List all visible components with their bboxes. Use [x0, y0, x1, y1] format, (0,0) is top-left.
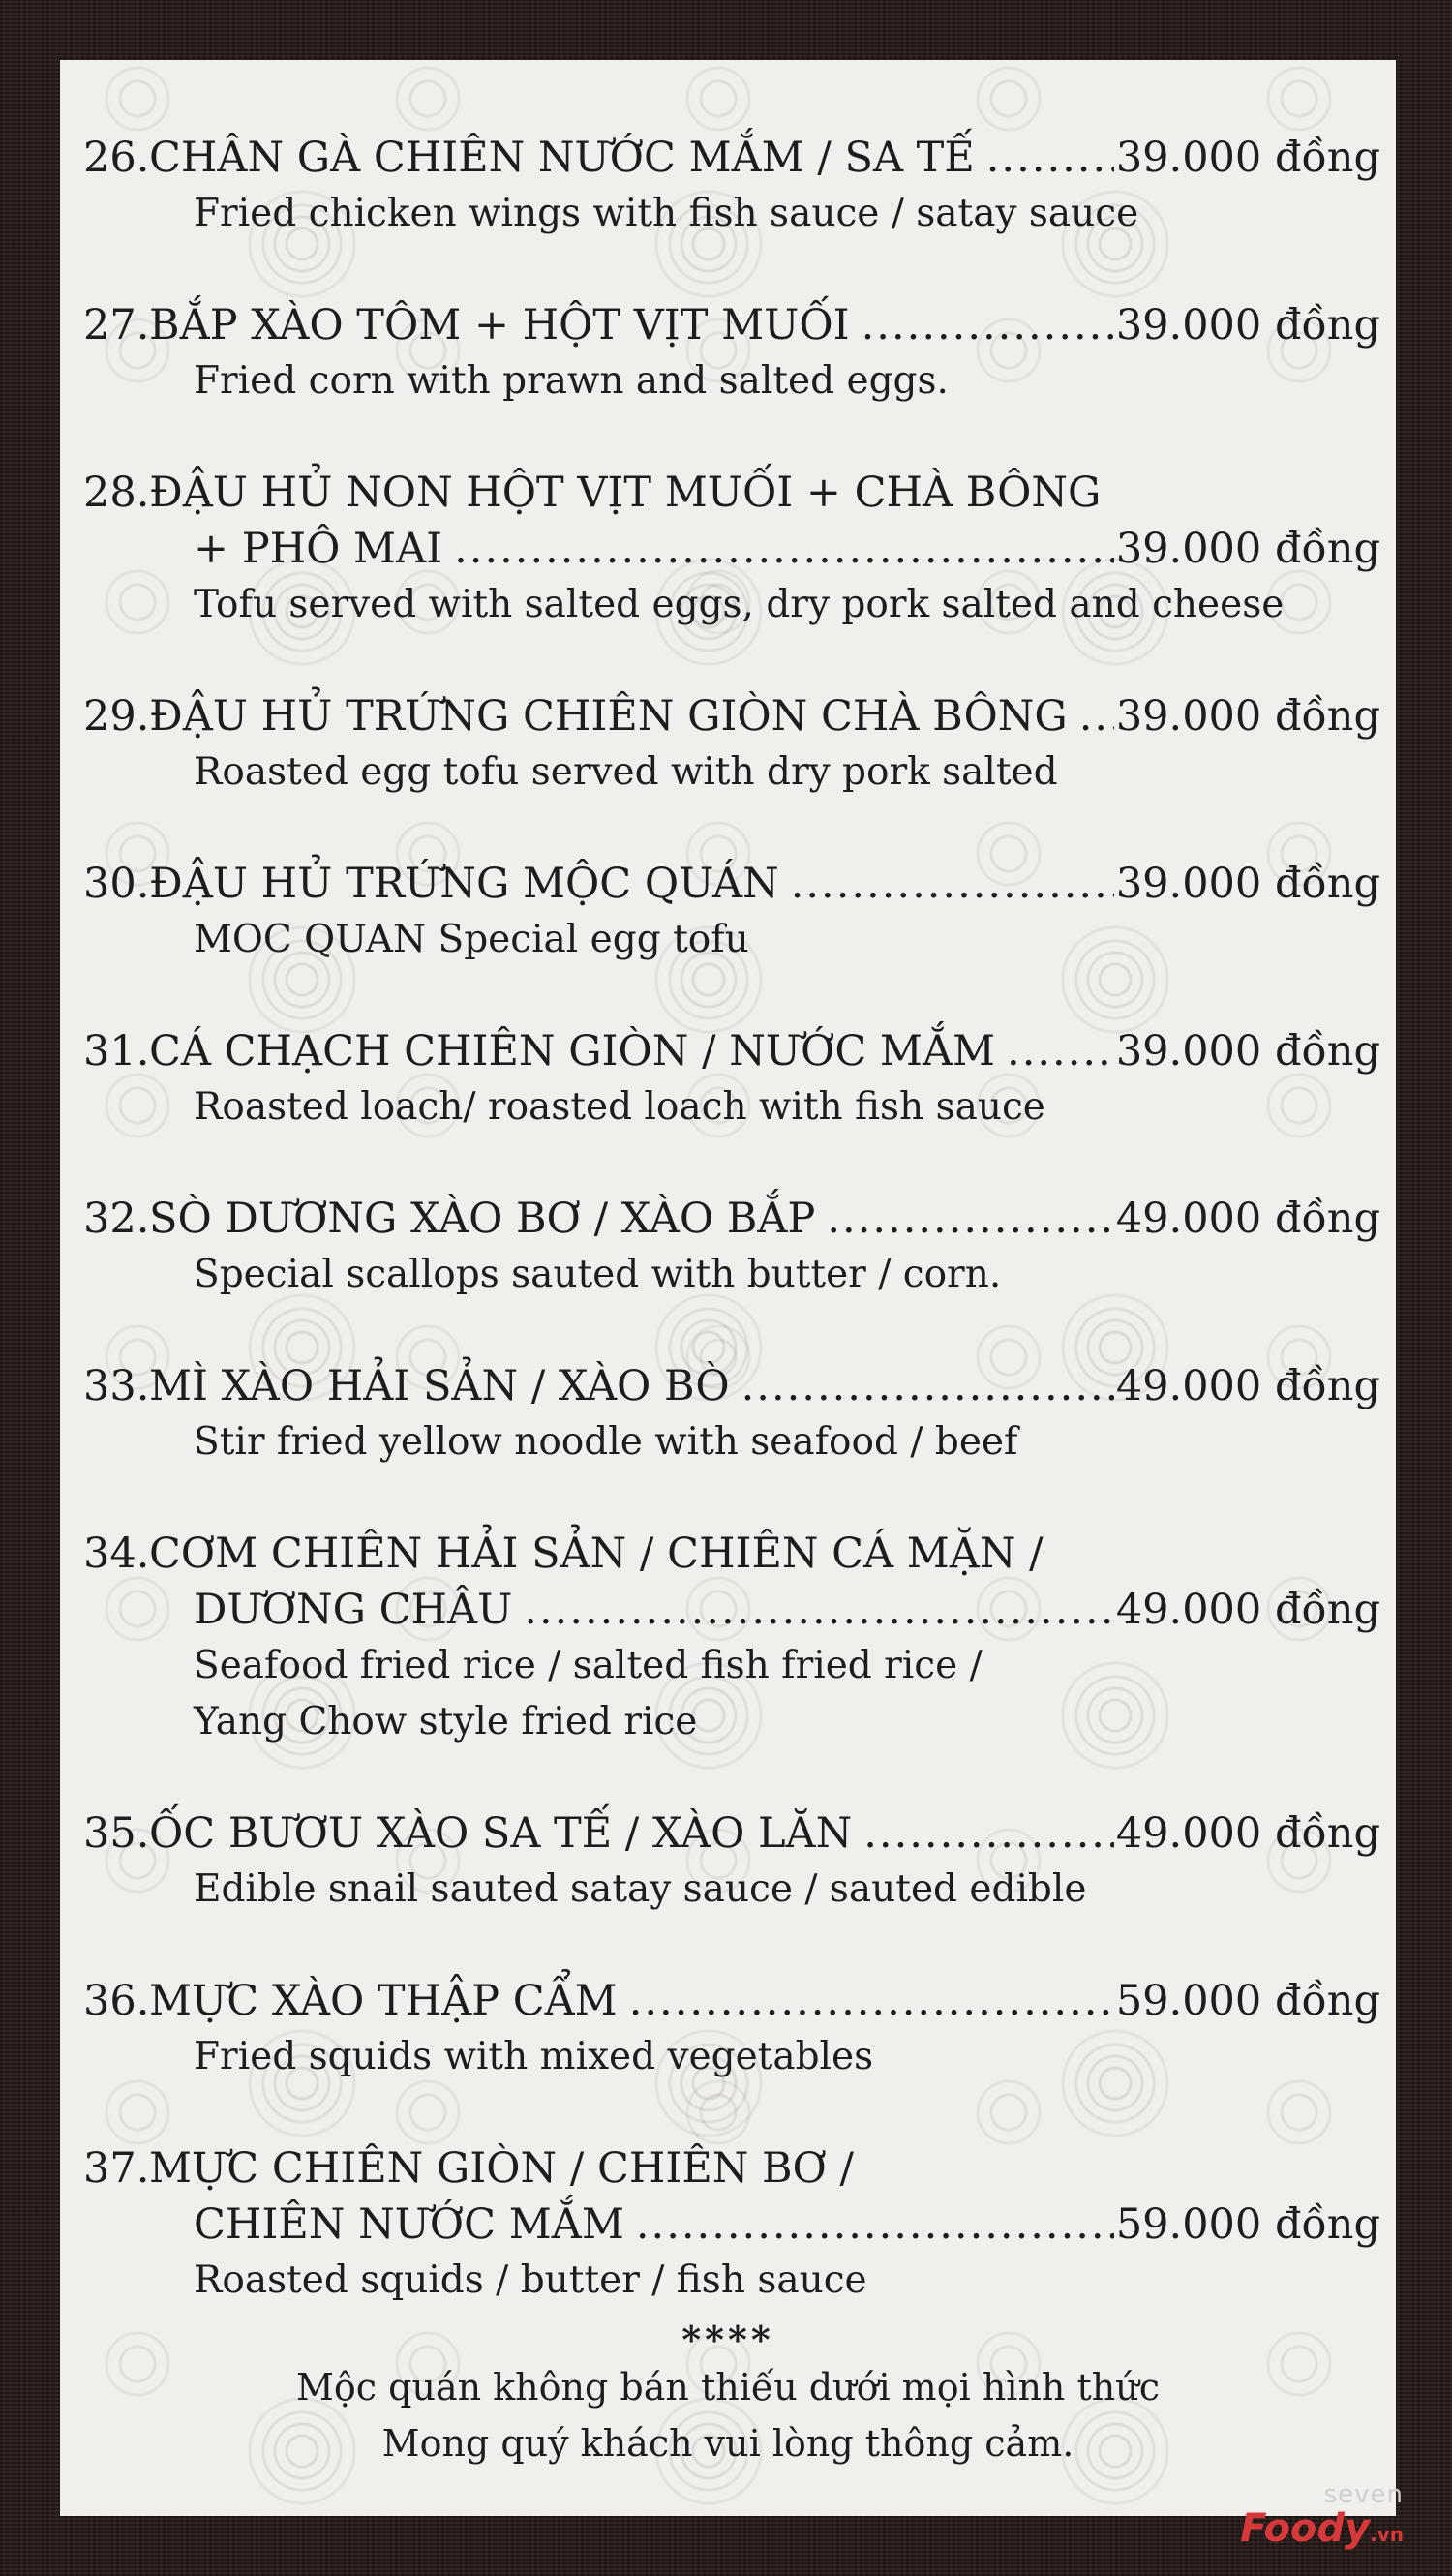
- menu-item-vietnamese-line: [83, 521, 1380, 577]
- menu-item-price: 39.000 đồng: [1115, 134, 1380, 182]
- menu-item-name-vn: CƠM CHIÊN HẢI SẢN / CHIÊN CÁ MẶN /: [149, 1530, 1044, 1578]
- price-leader-dots: [636, 2197, 1114, 2253]
- price-leader-dots: [1079, 688, 1114, 744]
- menu-item-vietnamese-line: [83, 856, 1380, 912]
- menu-item-name-vn: ĐẬU HỦ TRỨNG CHIÊN GIÒN CHÀ BÔNG: [149, 692, 1068, 741]
- price-leader-dots: [741, 1358, 1114, 1414]
- menu-item-name-vn: BẮP XÀO TÔM + HỘT VỊT MUỐI: [149, 301, 850, 349]
- menu-item-vietnamese-line: [83, 130, 1380, 186]
- menu-item-vietnamese-line: [83, 465, 1380, 521]
- menu-item-name-en: Tofu served with salted eggs, dry pork salted and cheese: [194, 583, 1285, 626]
- menu-paper: [60, 60, 1396, 2516]
- menu-item-name-en: Roasted loach/ roasted loach with fish sauce: [194, 1085, 1045, 1129]
- menu-item: [83, 1805, 1380, 1918]
- menu-item: [83, 1973, 1380, 2085]
- menu-item-name-vn: MỰC XÀO THẬP CẨM: [149, 1977, 618, 2025]
- menu-item-name-vn: DƯƠNG CHÂU: [194, 1586, 513, 1634]
- menu-item-price: 39.000 đồng: [1115, 525, 1380, 573]
- menu-item-name-en: Fried chicken wings with fish sauce / satay sauce: [194, 192, 1139, 235]
- menu-item-name-vn: + PHÔ MAI: [194, 525, 443, 573]
- menu-item-number: 30.: [83, 860, 150, 908]
- price-leader-dots: [524, 1582, 1114, 1638]
- footer-note-1: Mộc quán không bán thiếu dưới mọi hình thức: [296, 2366, 1160, 2409]
- menu-item-number: 33.: [83, 1362, 150, 1410]
- menu-item-price: 39.000 đồng: [1115, 301, 1380, 349]
- price-leader-dots: [629, 1973, 1114, 2029]
- menu-item: [83, 465, 1380, 633]
- menu-item: [83, 297, 1380, 409]
- menu-item-name-en: Edible snail sauted satay sauce / sauted edible: [194, 1867, 1087, 1911]
- price-leader-dots: [862, 297, 1114, 353]
- menu-item: [83, 688, 1380, 801]
- menu-item-name-en: Seafood fried rice / salted fish fried rice /: [194, 1644, 983, 1687]
- menu-item-name-vn: MỰC CHIÊN GIÒN / CHIÊN BƠ /: [149, 2144, 855, 2193]
- menu-item-name-vn: CHIÊN NƯỚC MẮM: [194, 2200, 624, 2249]
- price-leader-dots: [791, 856, 1114, 912]
- menu-item-name-vn: ĐẬU HỦ TRỨNG MỘC QUÁN: [149, 860, 779, 908]
- menu-item-number: 26.: [83, 134, 150, 182]
- price-leader-dots: [863, 1805, 1114, 1862]
- menu-footer: [60, 2320, 1396, 2471]
- menu-item: [83, 2140, 1380, 2309]
- menu-item-name-en: MOC QUAN Special egg tofu: [194, 918, 749, 961]
- menu-item-vietnamese-line: [83, 1582, 1380, 1638]
- menu-item-vietnamese-line: [83, 2197, 1380, 2253]
- menu-item: [83, 856, 1380, 968]
- watermark-foody: Foody.vn: [1240, 2506, 1404, 2551]
- menu-item-vietnamese-line: [83, 1358, 1380, 1414]
- menu-item-name-en: Fried corn with prawn and salted eggs.: [194, 359, 949, 403]
- menu-item-number: 37.: [83, 2144, 150, 2193]
- menu-item-name-vn: ĐẬU HỦ NON HỘT VỊT MUỐI + CHÀ BÔNG: [149, 469, 1102, 517]
- menu-item-name-vn: SÒ DƯƠNG XÀO BƠ / XÀO BẮP: [149, 1195, 816, 1243]
- menu-item: [83, 130, 1380, 242]
- menu-item-vietnamese-line: [83, 1023, 1380, 1079]
- menu-item-vietnamese-line: [83, 1526, 1380, 1582]
- menu-item-number: 32.: [83, 1195, 150, 1243]
- menu-list: [83, 130, 1380, 2364]
- menu-item-number: 35.: [83, 1809, 150, 1858]
- menu-item-name-en: Yang Chow style fried rice: [194, 1700, 698, 1743]
- menu-item-name-vn: ỐC BƯƠU XÀO SA TẾ / XÀO LĂN: [149, 1809, 853, 1858]
- menu-item: [83, 1023, 1380, 1136]
- footer-note-2: Mong quý khách vui lòng thông cảm.: [381, 2422, 1074, 2465]
- menu-item: [83, 1358, 1380, 1470]
- menu-item-vietnamese-line: [83, 2140, 1380, 2197]
- menu-item-price: 39.000 đồng: [1115, 1027, 1380, 1076]
- menu-item-name-en: Roasted egg tofu served with dry pork salted: [194, 750, 1058, 794]
- menu-item-number: 34.: [83, 1530, 150, 1578]
- menu-item-number: 31.: [83, 1027, 150, 1076]
- menu-item-number: 36.: [83, 1977, 150, 2025]
- menu-item-price: 49.000 đồng: [1115, 1195, 1380, 1243]
- footer-stars: ****: [681, 2318, 774, 2361]
- menu-item-number: 27.: [83, 301, 150, 349]
- menu-item-name-en: Roasted squids / butter / fish sauce: [194, 2258, 867, 2302]
- menu-item-price: 39.000 đồng: [1115, 860, 1380, 908]
- menu-item-vietnamese-line: [83, 688, 1380, 744]
- menu-item-price: 39.000 đồng: [1115, 692, 1380, 741]
- foody-watermark-logo: [1240, 2481, 1404, 2555]
- menu-item-vietnamese-line: [83, 1191, 1380, 1247]
- menu-item-name-vn: CHÂN GÀ CHIÊN NƯỚC MẮM / SA TẾ: [149, 134, 975, 182]
- menu-item-name-en: Fried squids with mixed vegetables: [194, 2035, 874, 2078]
- menu-item-name-en: Stir fried yellow noodle with seafood / beef: [194, 1420, 1018, 1464]
- menu-item-name-vn: CÁ CHẠCH CHIÊN GIÒN / NƯỚC MẮM: [149, 1027, 996, 1076]
- price-leader-dots: [454, 521, 1114, 577]
- menu-item-vietnamese-line: [83, 297, 1380, 353]
- menu-item-vietnamese-line: [83, 1973, 1380, 2029]
- menu-item-name-en: Special scallops sauted with butter / corn.: [194, 1253, 1002, 1296]
- menu-item-vietnamese-line: [83, 1805, 1380, 1862]
- menu-item-name-vn: MÌ XÀO HẢI SẢN / XÀO BÒ: [149, 1362, 730, 1410]
- menu-item-price: 59.000 đồng: [1115, 1977, 1380, 2025]
- price-leader-dots: [986, 130, 1114, 186]
- menu-item-price: 49.000 đồng: [1115, 1362, 1380, 1410]
- price-leader-dots: [1007, 1023, 1114, 1079]
- menu-item-number: 28.: [83, 469, 150, 517]
- price-leader-dots: [827, 1191, 1113, 1247]
- menu-item-price: 49.000 đồng: [1115, 1809, 1380, 1858]
- menu-item-price: 49.000 đồng: [1115, 1586, 1380, 1634]
- menu-item: [83, 1191, 1380, 1303]
- menu-item-price: 59.000 đồng: [1115, 2200, 1380, 2249]
- menu-item-number: 29.: [83, 692, 150, 741]
- watermark-seven: seven: [1323, 2480, 1404, 2509]
- menu-item: [83, 1526, 1380, 1750]
